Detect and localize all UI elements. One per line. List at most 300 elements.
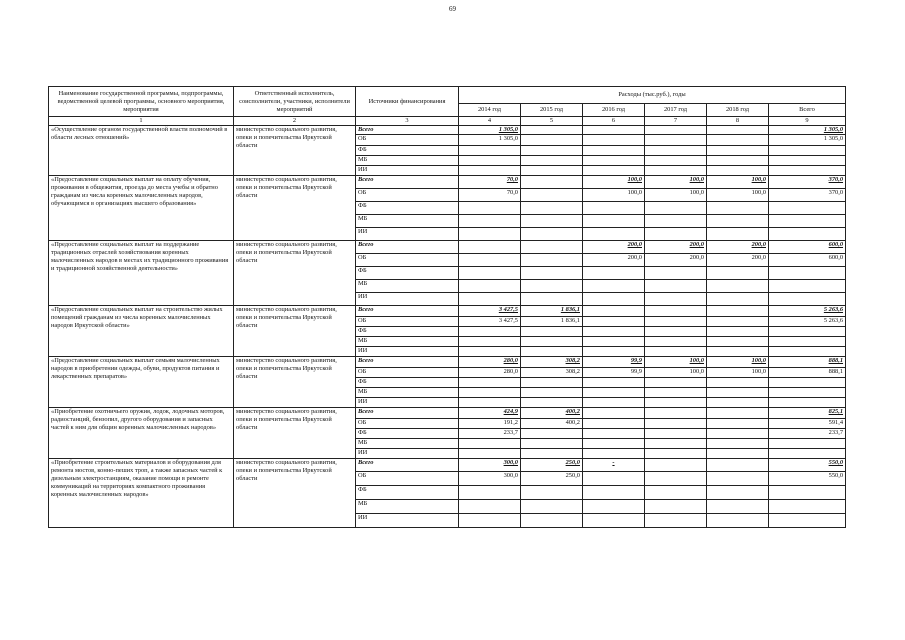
year-value (583, 472, 645, 486)
value-text: 888,1 (828, 368, 844, 375)
funding-source: МБ (356, 388, 459, 398)
year-value (645, 472, 707, 486)
measure-executor: министерство социального развития, опеки и попечительства Иркутской области (234, 176, 356, 241)
value-text: 1 305,0 (498, 126, 518, 133)
year-value (459, 293, 521, 306)
total-value (769, 215, 846, 228)
funding-source: МБ (356, 215, 459, 228)
header-year: 2016 год (583, 104, 645, 117)
year-value (521, 357, 583, 368)
funding-source: ФБ (356, 202, 459, 215)
year-value (645, 156, 707, 166)
year-value (645, 459, 707, 472)
year-value (707, 357, 769, 368)
funding-source: ИИ (356, 398, 459, 408)
funding-source: ОБ (356, 135, 459, 146)
year-value (459, 398, 521, 408)
year-value (645, 189, 707, 202)
year-value (645, 293, 707, 306)
value-text: 550,0 (828, 459, 844, 466)
year-value (521, 408, 583, 419)
funding-source: МБ (356, 280, 459, 293)
value-text: 424,9 (503, 408, 518, 415)
year-value (645, 368, 707, 378)
value-text: 200,0 (627, 241, 642, 248)
total-value (769, 514, 846, 528)
year-value (521, 126, 583, 135)
year-value (707, 514, 769, 528)
year-value (645, 357, 707, 368)
value-text: 5 263,6 (823, 317, 844, 324)
measure-name: «Приобретение охотничьего оружия, лодок, лодочных моторов, радиостанций, бензопил, другого оборудования и запасных частей к ним для общин коренных малочисленных народов» (49, 408, 234, 459)
value-text: 600,0 (828, 241, 844, 248)
year-value (583, 439, 645, 449)
total-value (769, 388, 846, 398)
column-number: 2 (234, 117, 356, 126)
year-value (459, 215, 521, 228)
funding-source: ФБ (356, 327, 459, 337)
table-row (49, 357, 846, 368)
column-number: 8 (707, 117, 769, 126)
value-text: 233,7 (828, 429, 844, 436)
year-value (645, 429, 707, 439)
value-text: 591,4 (828, 419, 844, 426)
year-value (521, 135, 583, 146)
total-value (769, 189, 846, 202)
measure-executor: министерство социального развития, опеки и попечительства Иркутской области (234, 459, 356, 528)
value-text: 99,9 (630, 368, 642, 375)
value-text: 250,0 (565, 459, 580, 466)
year-value (707, 254, 769, 267)
funding-source: ИИ (356, 228, 459, 241)
value-text: 99,9 (630, 357, 642, 364)
column-number: 3 (356, 117, 459, 126)
value-text: 3 427,5 (498, 306, 518, 313)
year-value (645, 146, 707, 156)
total-value (769, 459, 846, 472)
year-value (459, 317, 521, 327)
year-value (521, 347, 583, 357)
year-value (583, 126, 645, 135)
column-number: 6 (583, 117, 645, 126)
year-value (521, 254, 583, 267)
year-value (707, 388, 769, 398)
year-value (583, 398, 645, 408)
year-value (707, 241, 769, 254)
year-value (521, 176, 583, 189)
year-value (707, 317, 769, 327)
funding-source: ОБ (356, 317, 459, 327)
year-value (583, 146, 645, 156)
year-value (645, 166, 707, 176)
year-value (645, 176, 707, 189)
year-value (645, 202, 707, 215)
funding-source: ИИ (356, 514, 459, 528)
measure-name: «Приобретение строительных материалов и оборудования для ремонта мостов, конно-пеших троп, а также запасных частей к дизельным электростанциям, оказание помощи в ремонте коммуникаций на территориях компактного проживания коренных малочисленных народов» (49, 459, 234, 528)
funding-source: МБ (356, 337, 459, 347)
funding-source: ИИ (356, 293, 459, 306)
funding-source: ФБ (356, 378, 459, 388)
total-value (769, 146, 846, 156)
funding-source: Всего (356, 306, 459, 317)
funding-source: МБ (356, 439, 459, 449)
year-value (459, 280, 521, 293)
table-row (49, 176, 846, 189)
total-value (769, 241, 846, 254)
year-value (583, 337, 645, 347)
header-year: 2018 год (707, 104, 769, 117)
value-text: 100,0 (689, 368, 704, 375)
year-value (459, 189, 521, 202)
total-value (769, 156, 846, 166)
value-text: 100,0 (627, 176, 642, 183)
year-value (583, 429, 645, 439)
year-value (521, 166, 583, 176)
total-value (769, 486, 846, 500)
budget-table (48, 86, 846, 528)
year-value (459, 126, 521, 135)
total-value (769, 398, 846, 408)
column-number-row (49, 117, 846, 126)
funding-source: ОБ (356, 419, 459, 429)
value-text: 1 836,1 (560, 317, 580, 324)
value-text: 200,0 (751, 254, 766, 261)
measure-executor: министерство социального развития, опеки и попечительства Иркутской области (234, 306, 356, 357)
measure-executor: министерство социального развития, опеки и попечительства Иркутской области (234, 126, 356, 176)
year-value (521, 398, 583, 408)
year-value (459, 449, 521, 459)
value-text: 100,0 (689, 357, 704, 364)
total-value (769, 408, 846, 419)
year-value (707, 228, 769, 241)
year-value (521, 368, 583, 378)
value-text: 100,0 (627, 189, 642, 196)
year-value (583, 189, 645, 202)
year-value (459, 368, 521, 378)
table-row (49, 408, 846, 419)
year-value (583, 317, 645, 327)
year-value (707, 215, 769, 228)
funding-source: ОБ (356, 189, 459, 202)
year-value (521, 514, 583, 528)
total-value (769, 317, 846, 327)
value-text: 100,0 (751, 189, 766, 196)
measure-name: «Предоставление социальных выплат на оплату обучения, проживания в общежития, проезда до места учебы и обратно гражданам из числа коренных малочисленных народов, обучающимся в организациях высшего образования» (49, 176, 234, 241)
year-value (521, 429, 583, 439)
total-value (769, 357, 846, 368)
value-text: 233,7 (503, 429, 518, 436)
year-value (707, 368, 769, 378)
year-value (521, 241, 583, 254)
year-value (583, 135, 645, 146)
value-text: 1 305,0 (823, 135, 844, 142)
year-value (521, 500, 583, 514)
measure-name: «Предоставление социальных выплат на поддержание традиционных отраслей хозяйствования коренных малочисленных народов в местах их традиционного проживания и традиционной хозяйственной деятельности» (49, 241, 234, 306)
year-value (583, 215, 645, 228)
year-value (645, 388, 707, 398)
header-year: 2014 год (459, 104, 521, 117)
value-text: 3 427,5 (498, 317, 518, 324)
value-text: 100,0 (751, 357, 766, 364)
year-value (583, 419, 645, 429)
value-text: 825,1 (828, 408, 844, 415)
year-value (583, 357, 645, 368)
year-value (521, 472, 583, 486)
year-value (521, 388, 583, 398)
funding-source: ИИ (356, 347, 459, 357)
measure-executor: министерство социального развития, опеки и попечительства Иркутской области (234, 357, 356, 408)
year-value (459, 337, 521, 347)
measure-executor: министерство социального развития, опеки и попечительства Иркутской области (234, 408, 356, 459)
table-row (49, 459, 846, 472)
year-value (459, 202, 521, 215)
value-text: - (612, 459, 615, 466)
year-value (459, 429, 521, 439)
value-text: 70,0 (506, 189, 518, 196)
total-value (769, 378, 846, 388)
year-value (521, 306, 583, 317)
total-value (769, 293, 846, 306)
measure-name: «Предоставление социальных выплат на строительство жилых помещений гражданам из числа коренных малочисленных народов Иркутской области» (49, 306, 234, 357)
funding-source: ФБ (356, 267, 459, 280)
value-text: 308,2 (565, 357, 580, 364)
year-value (707, 419, 769, 429)
header-year: 2015 год (521, 104, 583, 117)
funding-source: МБ (356, 500, 459, 514)
year-value (645, 126, 707, 135)
funding-source: ФБ (356, 429, 459, 439)
year-value (707, 202, 769, 215)
year-value (707, 280, 769, 293)
value-text: 600,0 (828, 254, 844, 261)
year-value (459, 135, 521, 146)
year-value (521, 146, 583, 156)
year-value (521, 317, 583, 327)
year-value (645, 398, 707, 408)
funding-source: ФБ (356, 486, 459, 500)
funding-source: ИИ (356, 449, 459, 459)
total-value (769, 280, 846, 293)
value-text: 1 836,1 (560, 306, 580, 313)
header-source: Источники финансирования (356, 87, 459, 117)
year-value (459, 327, 521, 337)
year-value (707, 293, 769, 306)
total-value (769, 306, 846, 317)
value-text: 5 263,6 (823, 306, 844, 313)
year-value (521, 419, 583, 429)
value-text: 100,0 (689, 176, 704, 183)
value-text: 550,0 (828, 472, 844, 479)
value-text: 200,0 (751, 241, 766, 248)
year-value (459, 378, 521, 388)
total-value (769, 472, 846, 486)
year-value (583, 241, 645, 254)
year-value (707, 189, 769, 202)
value-text: 200,0 (689, 254, 704, 261)
measure-executor: министерство социального развития, опеки и попечительства Иркутской области (234, 241, 356, 306)
year-value (707, 378, 769, 388)
year-value (707, 439, 769, 449)
year-value (459, 228, 521, 241)
year-value (583, 500, 645, 514)
total-value (769, 327, 846, 337)
year-value (459, 500, 521, 514)
year-value (645, 317, 707, 327)
total-value (769, 500, 846, 514)
year-value (645, 514, 707, 528)
year-value (521, 337, 583, 347)
year-value (459, 486, 521, 500)
year-value (707, 337, 769, 347)
year-value (583, 459, 645, 472)
year-value (645, 337, 707, 347)
year-value (521, 449, 583, 459)
year-value (583, 306, 645, 317)
total-value (769, 228, 846, 241)
value-text: 400,2 (565, 419, 580, 426)
year-value (707, 126, 769, 135)
year-value (459, 176, 521, 189)
total-value (769, 419, 846, 429)
year-value (459, 347, 521, 357)
year-value (459, 306, 521, 317)
funding-source: ИИ (356, 166, 459, 176)
year-value (583, 449, 645, 459)
total-value (769, 135, 846, 146)
year-value (645, 449, 707, 459)
year-value (645, 241, 707, 254)
year-value (645, 500, 707, 514)
year-value (521, 293, 583, 306)
total-value (769, 368, 846, 378)
year-value (521, 280, 583, 293)
year-value (583, 388, 645, 398)
year-value (583, 280, 645, 293)
year-value (521, 215, 583, 228)
year-value (459, 439, 521, 449)
year-value (459, 408, 521, 419)
total-value (769, 254, 846, 267)
year-value (583, 202, 645, 215)
header-year: 2017 год (645, 104, 707, 117)
funding-source: Всего (356, 126, 459, 135)
funding-source: Всего (356, 459, 459, 472)
value-text: 250,0 (565, 472, 580, 479)
value-text: 300,0 (503, 472, 518, 479)
year-value (645, 347, 707, 357)
total-value (769, 449, 846, 459)
column-number: 9 (769, 117, 846, 126)
value-text: 191,2 (503, 419, 518, 426)
year-value (707, 166, 769, 176)
value-text: 370,0 (828, 176, 844, 183)
year-value (459, 166, 521, 176)
value-text: 100,0 (751, 368, 766, 375)
year-value (645, 306, 707, 317)
total-value (769, 126, 846, 135)
funding-source: ОБ (356, 368, 459, 378)
year-value (645, 327, 707, 337)
value-text: 70,0 (506, 176, 518, 183)
value-text: 1 305,0 (498, 135, 518, 142)
measure-name: «Предоставление социальных выплат семьям малочисленных народов в приобретении одежды, обуви, продуктов питания и лекарственных препаратов» (49, 357, 234, 408)
total-value (769, 439, 846, 449)
year-value (583, 176, 645, 189)
year-value (583, 228, 645, 241)
year-value (707, 472, 769, 486)
column-number: 5 (521, 117, 583, 126)
year-value (707, 398, 769, 408)
header-total: Всего (769, 104, 846, 117)
year-value (583, 254, 645, 267)
value-text: 308,2 (565, 368, 580, 375)
year-value (707, 429, 769, 439)
value-text: 400,2 (565, 408, 580, 415)
year-value (645, 215, 707, 228)
value-text: 1 305,0 (823, 126, 844, 133)
year-value (459, 146, 521, 156)
total-value (769, 429, 846, 439)
year-value (521, 267, 583, 280)
funding-source: Всего (356, 176, 459, 189)
year-value (459, 514, 521, 528)
year-value (645, 280, 707, 293)
year-value (645, 378, 707, 388)
value-text: 370,0 (828, 189, 844, 196)
table-row (49, 126, 846, 135)
column-number: 4 (459, 117, 521, 126)
value-text: 200,0 (627, 254, 642, 261)
year-value (707, 486, 769, 500)
year-value (521, 378, 583, 388)
funding-source: Всего (356, 241, 459, 254)
total-value (769, 267, 846, 280)
total-value (769, 176, 846, 189)
table-row (49, 306, 846, 317)
funding-source: Всего (356, 408, 459, 419)
total-value (769, 337, 846, 347)
year-value (521, 202, 583, 215)
year-value (583, 368, 645, 378)
total-value (769, 347, 846, 357)
year-value (459, 267, 521, 280)
header-expenses: Расходы (тыс.руб.), годы (459, 87, 846, 104)
year-value (459, 472, 521, 486)
year-value (521, 486, 583, 500)
year-value (521, 228, 583, 241)
header-name: Наименование государственной программы, подпрограммы, ведомственной целевой программы, основного мероприятия, мероприятия (49, 87, 234, 117)
table-body (49, 117, 846, 528)
year-value (583, 347, 645, 357)
table-row (49, 241, 846, 254)
year-value (645, 228, 707, 241)
year-value (707, 176, 769, 189)
year-value (645, 439, 707, 449)
page-number: 69 (449, 5, 456, 13)
year-value (583, 156, 645, 166)
year-value (521, 459, 583, 472)
measure-name: «Осуществление органом государственной власти полномочий в области лесных отношений» (49, 126, 234, 176)
value-text: 200,0 (689, 241, 704, 248)
year-value (583, 166, 645, 176)
value-text: 100,0 (751, 176, 766, 183)
funding-source: ОБ (356, 254, 459, 267)
year-value (459, 156, 521, 166)
year-value (459, 388, 521, 398)
year-value (707, 347, 769, 357)
year-value (583, 267, 645, 280)
year-value (707, 267, 769, 280)
